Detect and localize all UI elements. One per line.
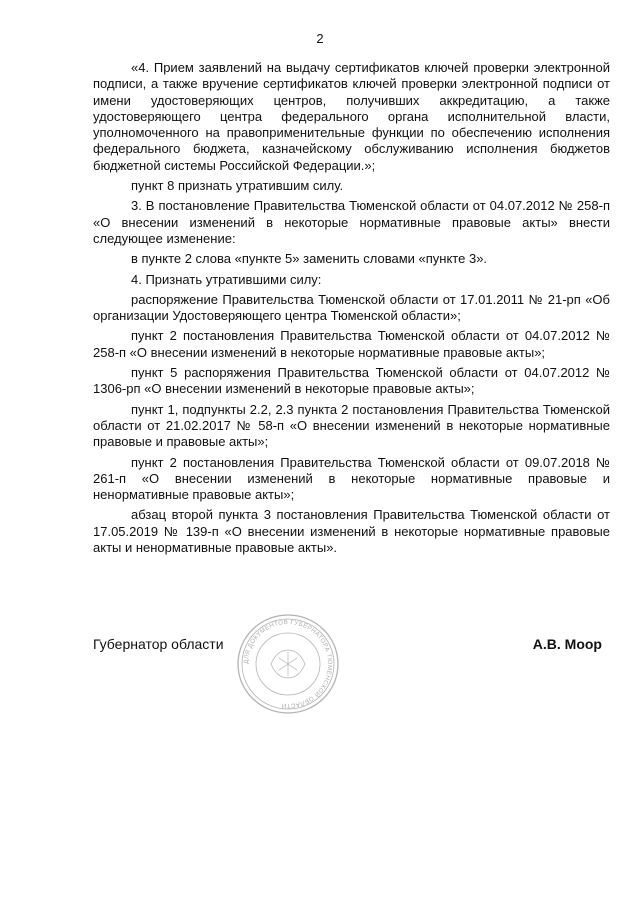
paragraph-repeal-258-p: пункт 2 постановления Правительства Тюменской области от 04.07.2012 № 258-п «О внесении изменений в некоторые нормативные правовые акты»; [93,328,610,360]
paragraph-repeal-58-p: пункт 1, подпункты 2.2, 2.3 пункта 2 постановления Правительства Тюменской области от 21.02.2017 № 58-п «О внесении изменений в некоторые нормативные правовые и правовые акты»; [93,401,610,450]
official-seal-stamp [235,612,341,716]
paragraph-item-3: 3. В постановление Правительства Тюменской области от 04.07.2012 № 258-п «О внесении изменений в некоторые нормативные правовые акты» внести следующее изменение: [93,198,610,246]
paragraph-repeal-1306-rp: пункт 5 распоряжения Правительства Тюменской области от 04.07.2012 № 1306-рп «О внесении изменений в некоторые правовые акты»; [93,365,610,397]
seal-ring-text: ДЛЯ ДОКУМЕНТОВ ГУБЕРНАТОРА ТЮМЕНСКОЙ ОБЛАСТИ [242,618,334,710]
page-number: 2 [316,31,324,46]
paragraph-repeal-139-p: абзац второй пункта 3 постановления Правительства Тюменской области от 17.05.2019 № 139-п «О внесении изменений в некоторые нормативные правовые акты и ненормативные правовые акты». [93,507,610,556]
document-body [93,60,610,556]
paragraph-clause-4-text: «4. Прием заявлений на выдачу сертификатов ключей проверки электронной подписи, а также вручение сертификатов ключей проверки электронной подписи от имени удостоверяющих центров, получивших аккредитацию, а также удостоверяющего центра федерального органа исполнительной власти, уполномоченного на правоприменительные функции по обеспечению исполнения федерального бюджета, казначейскому обслуживанию исполнения бюджетов бюджетной системы Российской Федерации.»; [93,60,610,173]
paragraph-repeal-261-p: пункт 2 постановления Правительства Тюменской области от 09.07.2018 № 261-п «О внесении изменений в некоторые нормативные правовые и ненормативные правовые акты»; [93,454,610,503]
paragraph-repeal-21-rp: распоряжение Правительства Тюменской области от 17.01.2011 № 21-рп «Об организации Удостоверяющего центра Тюменской области»; [93,291,610,324]
signature-block [93,636,610,656]
paragraph-clause-8-repeal: пункт 8 признать утратившим силу. [131,178,344,194]
paragraph-item-3-change: в пункте 2 слова «пункте 5» заменить словами «пункте 3». [131,251,488,267]
signatory-name: А.В. Моор [532,636,602,652]
paragraph-item-4: 4. Признать утратившими силу: [131,271,322,287]
signatory-position: Губернатор области [93,636,224,652]
